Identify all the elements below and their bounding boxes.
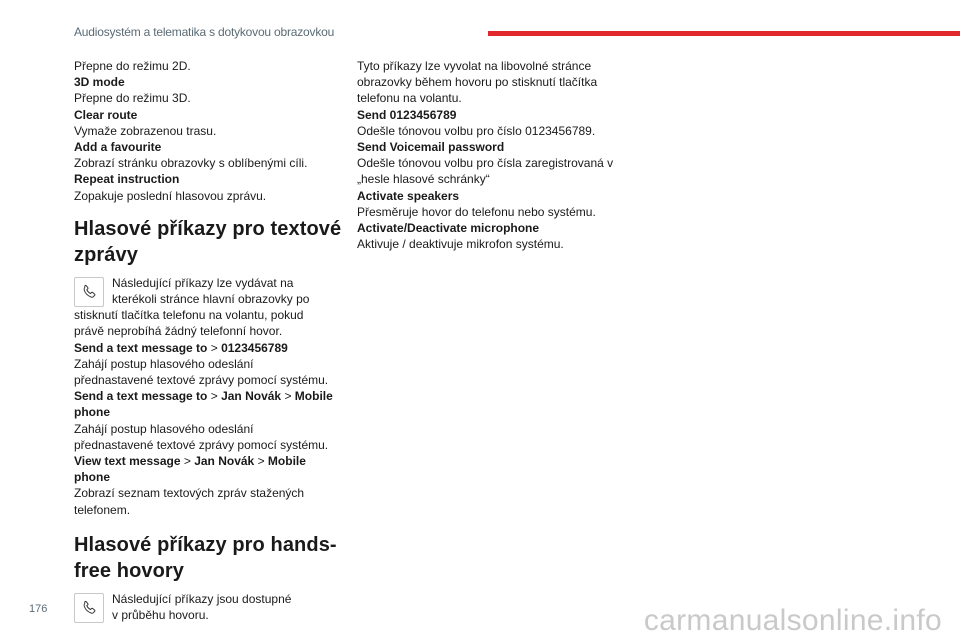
command-keyword: Send Voicemail password: [357, 140, 505, 155]
command-send-text-number: [74, 340, 342, 356]
body-text-line: Zopakuje poslední hlasovou zprávu.: [74, 188, 267, 203]
command-keyword: phone: [74, 470, 110, 485]
command-description: přednastavené textové zprávy pomocí systému.: [74, 437, 329, 452]
separator: >: [207, 340, 222, 355]
info-note-handsfree: [74, 591, 342, 623]
command-keyword: Jan Novák: [194, 454, 255, 469]
intro-lines: [74, 58, 342, 204]
section-title-line: Hlasové příkazy pro textové: [74, 217, 342, 240]
page-number: 176: [29, 603, 48, 615]
watermark: carmanualsonline.info: [643, 604, 942, 637]
command-keyword: 0123456789: [221, 340, 288, 355]
phone-icon: [74, 277, 104, 307]
separator: >: [254, 454, 268, 469]
info-text-line: Následující příkazy jsou dostupné: [112, 591, 292, 606]
section-title-line: zprávy: [74, 243, 138, 266]
body-text-line: Zobrazí stránku obrazovky s oblíbenými cíli.: [74, 156, 308, 171]
command-view-text-message: [74, 453, 342, 469]
body-text-line: Odešle tónovou volbu pro čísla zaregistrovaná v: [357, 156, 614, 171]
body-text-line: stisknutí tlačítka telefonu na volantu, pokud: [74, 308, 304, 323]
command-keyword: phone: [74, 405, 110, 420]
command-keyword: Send 0123456789: [357, 107, 457, 122]
body-text-line: Přepne do režimu 3D.: [74, 91, 191, 106]
separator: >: [207, 389, 222, 404]
command-description: telefonem.: [74, 502, 131, 517]
command-keyword: Add a favourite: [74, 140, 162, 155]
body-text-line: Aktivuje / deaktivuje mikrofon systému.: [357, 237, 564, 252]
left-column: [74, 58, 342, 623]
command-description: přednastavené textové zprávy pomocí systému.: [74, 373, 329, 388]
section-title-line: Hlasové příkazy pro hands-: [74, 533, 337, 556]
command-keyword: Mobile: [294, 389, 333, 404]
header-accent-bar: [488, 31, 960, 36]
right-column: [357, 58, 627, 252]
info-text-line: v průběhu hovoru.: [112, 608, 209, 623]
section-title-text-messages: [74, 216, 342, 268]
body-text-line: Přepne do režimu 2D.: [74, 59, 191, 73]
command-keyword: Activate speakers: [357, 188, 460, 203]
body-text-line: obrazovky během hovoru po stisknutí tlačítka: [357, 75, 598, 90]
info-text-line: kterékoli stránce hlavní obrazovky po: [112, 292, 310, 307]
separator: >: [180, 454, 195, 469]
command-keyword: Activate/Deactivate microphone: [357, 221, 540, 236]
body-text-line: telefonu na volantu.: [357, 91, 462, 106]
body-text-line: „hesle hlasové schránky“: [357, 172, 490, 187]
command-keyword: Send a text message to: [74, 389, 208, 404]
running-header: Audiosystém a telematika s dotykovou obrazovkou: [74, 25, 335, 39]
info-note-text-messages: [74, 275, 342, 307]
body-text-line: Odešle tónovou volbu pro číslo 0123456789.: [357, 123, 596, 138]
command-keyword: View text message: [74, 454, 181, 469]
section-title-handsfree: [74, 532, 342, 584]
separator: >: [281, 389, 295, 404]
command-keyword: Send a text message to: [74, 340, 208, 355]
body-text-line: Vymaže zobrazenou trasu.: [74, 123, 217, 138]
section-title-line: free hovory: [74, 559, 185, 582]
phone-icon: [74, 593, 104, 623]
body-text-line: právě neprobíhá žádný telefonní hovor.: [74, 324, 283, 339]
info-text-line: Následující příkazy lze vydávat na: [112, 275, 294, 290]
command-keyword: Repeat instruction: [74, 172, 180, 187]
command-description: Zahájí postup hlasového odeslání: [74, 421, 254, 436]
body-text-line: Přesměruje hovor do telefonu nebo systému.: [357, 204, 596, 219]
command-keyword: Mobile: [267, 454, 306, 469]
command-description: Zobrazí seznam textových zpráv stažených: [74, 486, 305, 501]
command-description: Zahájí postup hlasového odeslání: [74, 356, 254, 371]
command-keyword: Jan Novák: [221, 389, 282, 404]
command-keyword: 3D mode: [74, 75, 125, 90]
command-send-text-contact: [74, 388, 342, 404]
body-text-line: Tyto příkazy lze vyvolat na libovolné stránce: [357, 59, 592, 73]
command-keyword: Clear route: [74, 107, 138, 122]
